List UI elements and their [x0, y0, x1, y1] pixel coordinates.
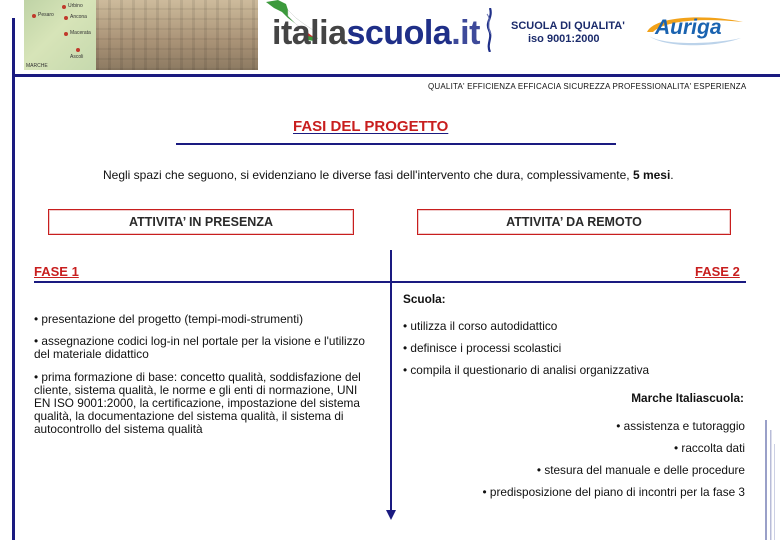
logo-part-it: .it: [451, 14, 480, 52]
logo-part-italia: italia: [272, 14, 347, 52]
italiascuola-logo[interactable]: [272, 14, 480, 53]
city-label: Ancona: [70, 14, 87, 20]
intro-duration: 5 mesi: [632, 168, 671, 182]
list-item: • stesura del manuale e delle procedure: [536, 463, 745, 477]
left-border-bar: [12, 18, 15, 540]
list-item: • compila il questionario di analisi organizzativa: [403, 363, 650, 377]
list-item: • raccolta dati: [673, 441, 745, 455]
arrow-down-icon: [386, 510, 396, 520]
page-title: FASI DEL PROGETTO: [293, 118, 449, 135]
region-label: MARCHE: [26, 63, 48, 69]
building-photo: [96, 0, 258, 70]
activity-presenza-box: ATTIVITA’ IN PRESENZA: [48, 209, 354, 235]
activity-remoto-box: ATTIVITA’ DA REMOTO: [417, 209, 731, 235]
city-label: Pesaro: [38, 12, 54, 18]
phase-1-list: [34, 313, 374, 446]
tower-icon: [483, 8, 497, 52]
phase-2-label: FASE 2: [695, 264, 740, 279]
phase-1-label: FASE 1: [34, 264, 79, 279]
vertical-divider: [390, 250, 392, 516]
title-rule: [176, 143, 616, 145]
certification-title: SCUOLA DI QUALITA': [511, 20, 625, 32]
intro-text: [103, 168, 674, 182]
list-item: • assegnazione codici log-in nel portale per la visione e l'utilizzo del materiale didattico: [34, 334, 365, 362]
list-item: • predisposizione del piano di incontri per la fase 3: [482, 485, 745, 499]
slogan: QUALITA' EFFICIENZA EFFICACIA SICUREZZA PROFESSIONALITA' ESPERIENZA: [428, 82, 747, 91]
city-dot: [76, 48, 80, 52]
city-dot: [64, 32, 68, 36]
city-label: Ascoli: [70, 54, 84, 60]
list-item: • definisce i processi scolastici: [403, 341, 562, 355]
city-label: Urbino: [68, 3, 83, 9]
scuola-heading: Scuola:: [403, 292, 446, 306]
city-label: Macerata: [70, 30, 91, 36]
intro-end: .: [670, 168, 674, 182]
header-rule: [12, 74, 780, 77]
list-item: • assistenza e tutoraggio: [616, 419, 745, 433]
region-map-image: [24, 0, 96, 70]
city-dot: [32, 14, 36, 18]
list-item: • presentazione del progetto (tempi-modi-strumenti): [34, 312, 304, 326]
certification-iso: iso 9001:2000: [528, 33, 600, 45]
list-item: • utilizza il corso autodidattico: [403, 319, 558, 333]
marche-heading: Marche Italiascuola:: [631, 391, 744, 405]
decorative-right-bars: [763, 420, 777, 540]
logo-part-scuola: scuola: [346, 14, 452, 52]
partner-logo[interactable]: Auriga: [655, 16, 722, 39]
city-dot: [64, 16, 68, 20]
intro-body: Negli spazi che seguono, si evidenziano le diverse fasi dell'intervento che dura, complessivamente,: [103, 168, 630, 182]
city-dot: [62, 5, 66, 9]
list-item: • prima formazione di base: concetto qualità, soddisfazione del cliente, sistema qualità, le norme e gli enti di normazione, UNI EN ISO 9001:2000, la certificazione, impostazione del sistema qualità, la documentazione del sistema qualità, il sistema di autocontrollo del sistema qualità: [34, 369, 361, 437]
